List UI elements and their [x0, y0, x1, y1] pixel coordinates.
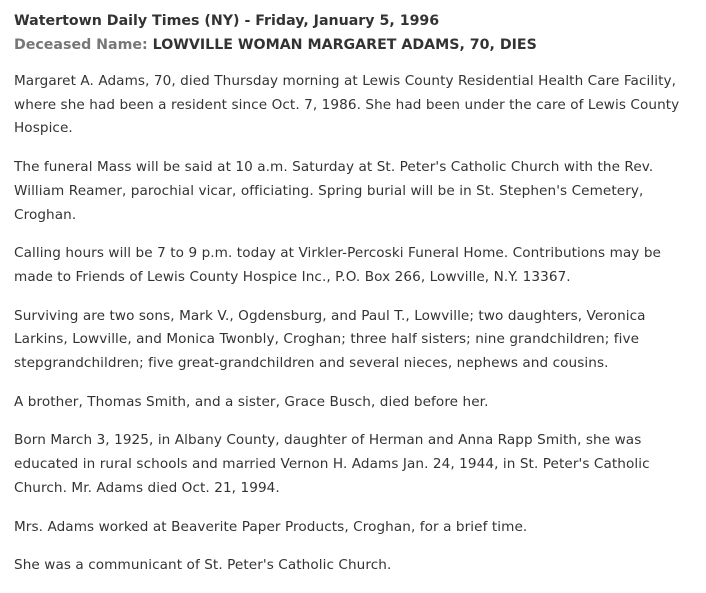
deceased-name-line	[14, 33, 698, 57]
paragraph-calling-hours: Calling hours will be 7 to 9 p.m. today at Virkler-Percoski Funeral Home. Contributions may be made to Friends of Lewis County Hospice Inc., P.O. Box 266, Lowville, N.Y. 13367.	[14, 245, 661, 285]
paragraph-employment: Mrs. Adams worked at Beaverite Paper Products, Croghan, for a brief time.	[14, 518, 528, 535]
paragraph-biography: Born March 3, 1925, in Albany County, daughter of Herman and Anna Rapp Smith, she was educated in rural schools and married Vernon H. Adams Jan. 24, 1944, in St. Peter's Catholic Church. Mr. Adams died Oct. 21, 1994.	[14, 432, 650, 496]
deceased-name-label: Deceased Name:	[14, 37, 148, 53]
obituary-body	[14, 70, 698, 578]
paragraph-predeceased: A brother, Thomas Smith, and a sister, Grace Busch, died before her.	[14, 393, 489, 410]
obituary-header	[14, 9, 698, 57]
deceased-name-value: LOWVILLE WOMAN MARGARET ADAMS, 70, DIES	[152, 37, 537, 53]
newspaper-title: Watertown Daily Times (NY) - Friday, January 5, 1996	[14, 13, 440, 29]
paragraph-death-notice: Margaret A. Adams, 70, died Thursday morning at Lewis County Residential Health Care Facility, where she had been a resident since Oct. 7, 1986. She had been under the care of Lewis County Hospice.	[14, 73, 680, 137]
paragraph-funeral-mass: The funeral Mass will be said at 10 a.m. Saturday at St. Peter's Catholic Church with the Rev. William Reamer, parochial vicar, officiating. Spring burial will be in St. Stephen's Cemetery, Croghan.	[14, 159, 654, 223]
paragraph-survivors: Surviving are two sons, Mark V., Ogdensburg, and Paul T., Lowville; two daughters, Veronica Larkins, Lowville, and Monica Twonbly, Croghan; three half sisters; nine grandchildren; five stepgrandchildren; five great-grandchildren and several nieces, nephews and cousins.	[14, 307, 646, 372]
paragraph-church: She was a communicant of St. Peter's Catholic Church.	[14, 557, 392, 574]
